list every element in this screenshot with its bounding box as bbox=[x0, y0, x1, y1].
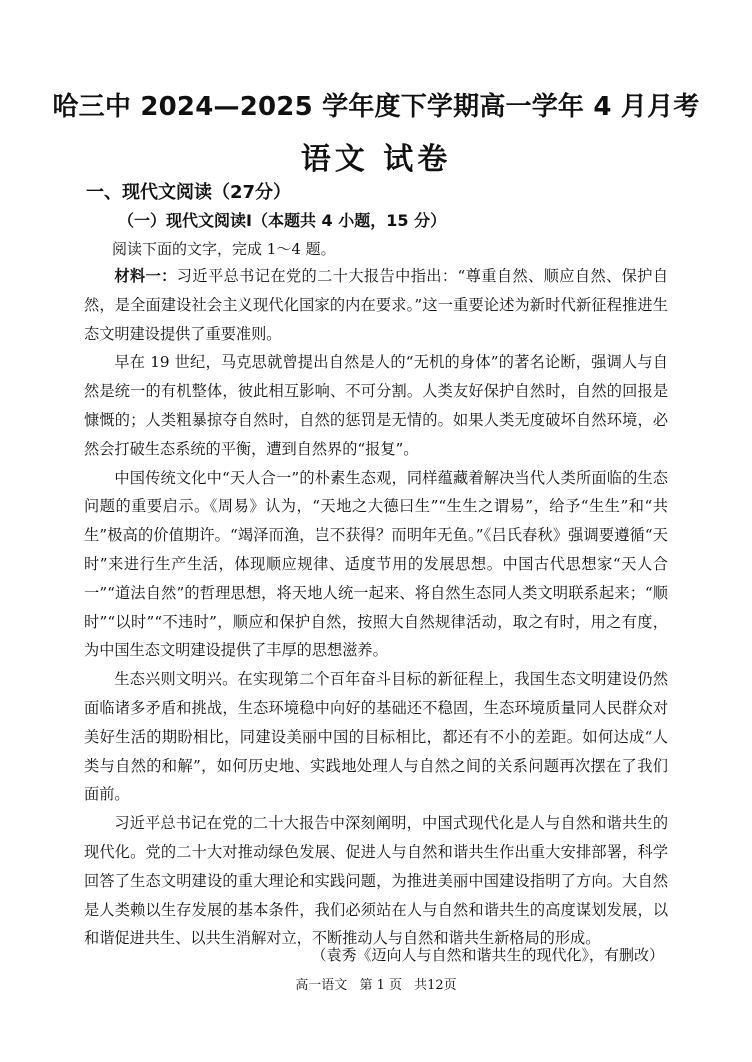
section-heading: 一、现代文阅读（27分） bbox=[86, 182, 292, 203]
material-label: 材料一： bbox=[114, 267, 177, 285]
page-footer bbox=[0, 974, 752, 993]
material-paragraph-3: 中国传统文化中“天人合一”的朴素生态观，同样蕴藏着解决当代人类所面临的生态问题的重要启示。《周易》认为，“天地之大德曰生”“生生之谓易”，给予“生生”和“共生”极高的价值期许。“竭泽而渔，岂不获得？而明年无鱼。”《吕氏春秋》强调要遵循“天时”来进行生产生活，体现顺应规律、适度节用的发展思想。中国古代思想家“天人合一”“道法自然”的哲理思想，将天地人统一起来、将自然生态同人类文明联系起来；“顺时”“以时”“不违时”，顺应和保护自然，按照大自然规律活动，取之有时，用之有度，为中国生态文明建设提供了丰厚的思想滋养。 bbox=[84, 468, 668, 660]
exam-title: 哈三中 2024—2025 学年度下学期高一学年 4 月月考 bbox=[52, 92, 700, 122]
material-paragraph-5: 习近平总书记在党的二十大报告中深刻阐明，中国式现代化是人与自然和谐共生的现代化。党的二十大对推动绿色发展、促进人与自然和谐共生作出重大安排部署，科学回答了生态文明建设的重大理论和实践问题，为推进美丽中国建设指明了方向。大自然是人类赖以生存发展的基本条件，我们必须站在人与自然和谐共生的高度谋划发展，以和谐促进共生、以共生消解对立，不断推动人与自然和谐共生新格局的形成。 bbox=[84, 814, 668, 948]
source-citation: （袁秀《迈向人与自然和谐共生的现代化》，有删改） bbox=[311, 946, 664, 964]
exam-subtitle: 语文 试卷 bbox=[300, 142, 452, 177]
material-paragraph-4: 生态兴则文明兴。在实现第二个百年奋斗目标的新征程上，我国生态文明建设仍然面临诸多矛盾和挑战，生态环境稳中向好的基础还不稳固，生态环境质量同人民群众对美好生活的期盼相比，同建设美丽中国的目标相比，都还有不小的差距。如何达成“人类与自然的和解”，如何历史地、实践地处理人与自然之间的关系问题再次摆在了我们面前。 bbox=[84, 670, 668, 804]
footer-subject: 高一语文 bbox=[295, 978, 348, 993]
subsection-heading: （一）现代文阅读Ⅰ（本题共 4 小题，15 分） bbox=[118, 211, 447, 230]
material-text bbox=[84, 262, 668, 953]
paragraph-text: 习近平总书记在党的二十大报告中指出：“尊重自然、顺应自然、保护自然，是全面建设社会主义现代化国家的内在要求。”这一重要论述为新时代新征程推进生态文明建设提供了重要准则。 bbox=[84, 267, 669, 343]
material-paragraph-2: 早在 19 世纪，马克思就曾提出自然是人的“无机的身体”的著名论断，强调人与自然是统一的有机整体，彼此相互影响、不可分割。人类友好保护自然时，自然的回报是慷慨的；人类粗暴掠夺自然时，自然的惩罚是无情的。如果人类无度破坏自然环境，必然会打破生态系统的平衡，遭到自然界的“报复”。 bbox=[84, 353, 668, 458]
material-paragraph-1 bbox=[84, 262, 668, 348]
reading-instruction: 阅读下面的文字，完成 1～4 题。 bbox=[112, 240, 336, 258]
footer-page-number: 第 1 页 bbox=[359, 978, 402, 993]
footer-total-pages: 共12页 bbox=[414, 978, 457, 993]
